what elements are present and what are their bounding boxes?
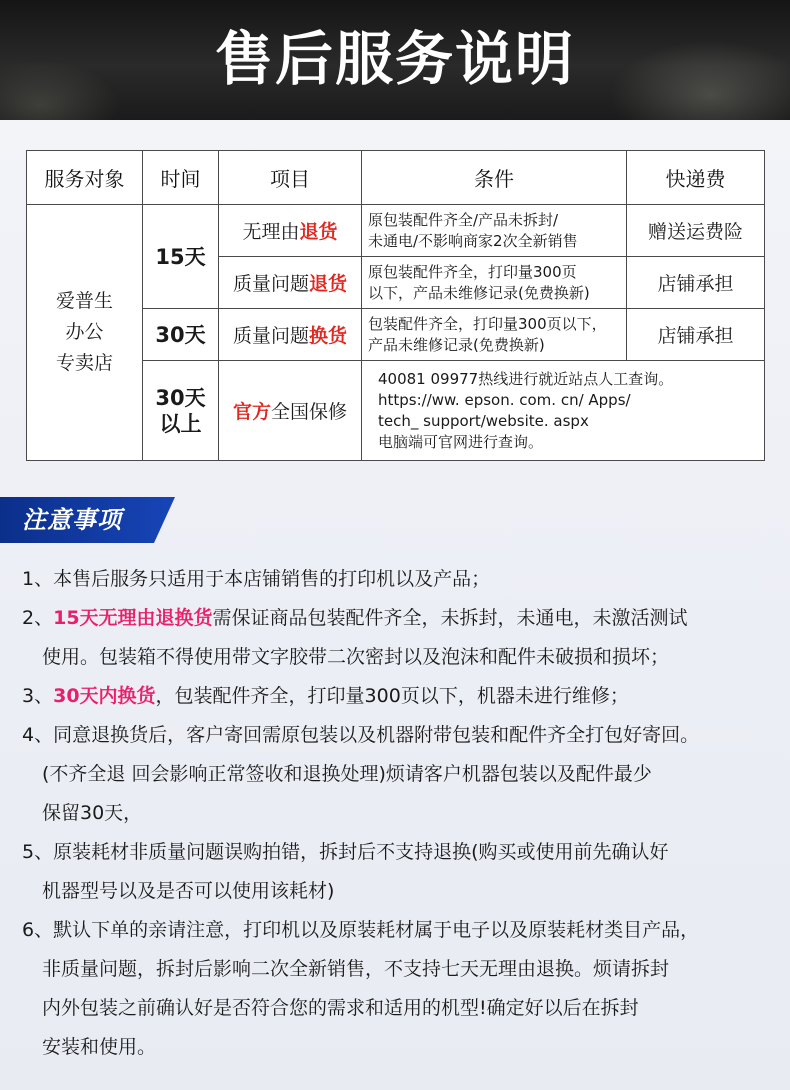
table-header-row xyxy=(27,151,765,205)
list-item: 1、本售后服务只适用于本店铺销售的打印机以及产品； xyxy=(22,568,491,590)
condition-cell: 40081 09977热线进行就近站点人工查询。 https://ww. epson. com. cn/ Apps/ tech_ support/website. aspx 电脑端可官网进行查询。 xyxy=(362,361,765,461)
page-title: 售后服务说明 xyxy=(214,25,575,93)
list-item-continuation: 机器型号以及是否可以使用该耗材) xyxy=(42,880,335,902)
list-item: 5、原装耗材非质量问题误购拍错，拆封后不支持退换(购买或使用前先确认好 xyxy=(22,841,669,863)
condition-cell: 包装配件齐全，打印量300页以下， 产品未维修记录(免费换新) xyxy=(362,309,627,361)
column-header: 条件 xyxy=(362,151,627,205)
column-header: 快递费 xyxy=(627,151,765,205)
item-cell: 官方全国保修 xyxy=(219,361,362,461)
store-cell xyxy=(27,205,143,461)
column-header: 服务对象 xyxy=(27,151,143,205)
fee-cell: 赠送运费险 xyxy=(627,205,765,257)
list-item: 2、15天无理由退换货需保证商品包装配件齐全，未拆封，未通电，未激活测试 xyxy=(22,607,688,629)
notice-tag xyxy=(0,497,175,543)
item-cell: 质量问题退货 xyxy=(219,257,362,309)
fee-cell: 店铺承担 xyxy=(627,257,765,309)
condition-cell: 原包装配件齐全，打印量300页 以下，产品未维修记录(免费换新) xyxy=(362,257,627,309)
item-cell: 质量问题换货 xyxy=(219,309,362,361)
service-table xyxy=(26,150,765,461)
fee-cell: 店铺承担 xyxy=(627,309,765,361)
list-item: 4、同意退换货后，客户寄回需原包装以及机器附带包装和配件齐全打包好寄回。 xyxy=(22,724,700,746)
list-item: 6、默认下单的亲请注意，打印机以及原装耗材属于电子以及原装耗材类目产品， xyxy=(22,919,700,941)
table-row xyxy=(27,205,765,257)
list-item-continuation: 非质量问题，拆封后影响二次全新销售，不支持七天无理由退换。烦请拆封 xyxy=(42,958,670,980)
header-banner xyxy=(0,0,790,120)
list-item-continuation: (不齐全退 回会影响正常签收和退换处理)烦请客户机器包装以及配件最少 xyxy=(42,763,652,785)
column-header: 时间 xyxy=(143,151,219,205)
store-line: 办公 xyxy=(65,321,104,343)
list-item-continuation: 保留30天， xyxy=(42,802,143,824)
time-cell: 30天 xyxy=(143,309,219,361)
notice-list xyxy=(22,560,782,1067)
store-line: 专卖店 xyxy=(55,352,113,374)
list-item-continuation: 内外包装之前确认好是否符合您的需求和适用的机型!确定好以后在拆封 xyxy=(42,997,639,1019)
item-cell: 无理由退货 xyxy=(219,205,362,257)
condition-cell: 原包装配件齐全/产品未拆封/ 未通电/不影响商家2次全新销售 xyxy=(362,205,627,257)
list-item-continuation: 使用。包装箱不得使用带文字胶带二次密封以及泡沫和配件未破损和损坏； xyxy=(42,646,670,668)
list-item: 3、30天内换货，包装配件齐全，打印量300页以下，机器未进行维修； xyxy=(22,685,629,707)
time-cell: 15天 xyxy=(143,205,219,309)
store-line: 爱普生 xyxy=(55,290,113,312)
notice-tag-label: 注意事项 xyxy=(22,506,122,534)
time-cell: 30天 以上 xyxy=(143,361,219,461)
list-item-continuation: 安装和使用。 xyxy=(42,1036,157,1058)
column-header: 项目 xyxy=(219,151,362,205)
